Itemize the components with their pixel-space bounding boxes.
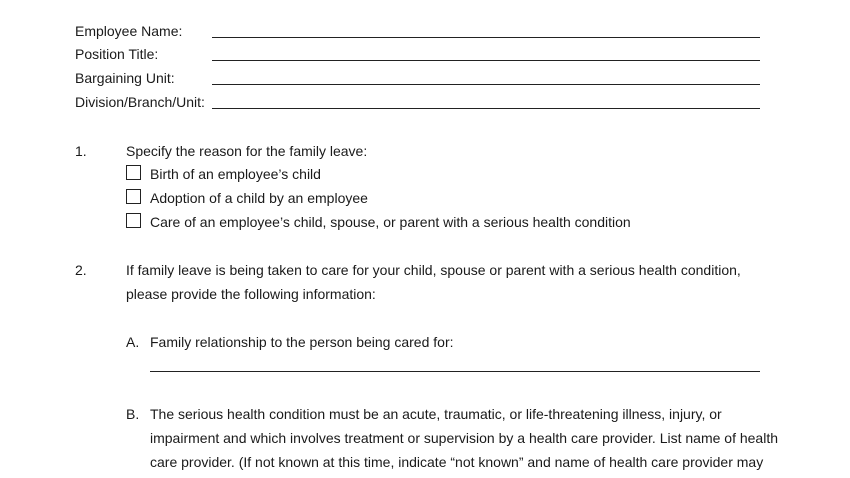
birth-option-label: Birth of an employee’s child	[150, 166, 321, 182]
family-relationship-field[interactable]	[150, 371, 760, 372]
division-branch-unit-field[interactable]	[212, 108, 760, 109]
question-2-prompt-line-2: please provide the following information:	[126, 286, 376, 302]
position-title-field[interactable]	[212, 60, 760, 61]
part-b-line-3: care provider. (If not known at this time, indicate “not known” and name of health care provider may	[150, 454, 764, 470]
bargaining-unit-field[interactable]	[212, 84, 760, 85]
part-a-text: Family relationship to the person being cared for:	[150, 334, 454, 350]
part-b-letter: B.	[126, 406, 140, 422]
division-branch-unit-label: Division/Branch/Unit:	[75, 94, 205, 110]
question-1-prompt: Specify the reason for the family leave:	[126, 143, 368, 159]
part-b-line-1: The serious health condition must be an acute, traumatic, or life-threatening illness, injury, or	[150, 406, 722, 422]
question-2-prompt-line-1: If family leave is being taken to care for your child, spouse or parent with a serious health condition,	[126, 262, 741, 278]
employee-name-label: Employee Name:	[75, 23, 183, 39]
part-b-line-2: impairment and which involves treatment or supervision by a health care provider. List name of health	[150, 430, 778, 446]
question-2-number: 2.	[75, 262, 87, 278]
bargaining-unit-label: Bargaining Unit:	[75, 70, 175, 86]
employee-name-field[interactable]	[212, 37, 760, 38]
part-a-letter: A.	[126, 334, 140, 350]
adoption-option-label: Adoption of a child by an employee	[150, 190, 368, 206]
care-option-label: Care of an employee’s child, spouse, or parent with a serious health condition	[150, 214, 631, 230]
care-checkbox[interactable]	[126, 213, 141, 228]
position-title-label: Position Title:	[75, 46, 159, 62]
adoption-checkbox[interactable]	[126, 189, 141, 204]
birth-checkbox[interactable]	[126, 165, 141, 180]
question-1-number: 1.	[75, 143, 87, 159]
